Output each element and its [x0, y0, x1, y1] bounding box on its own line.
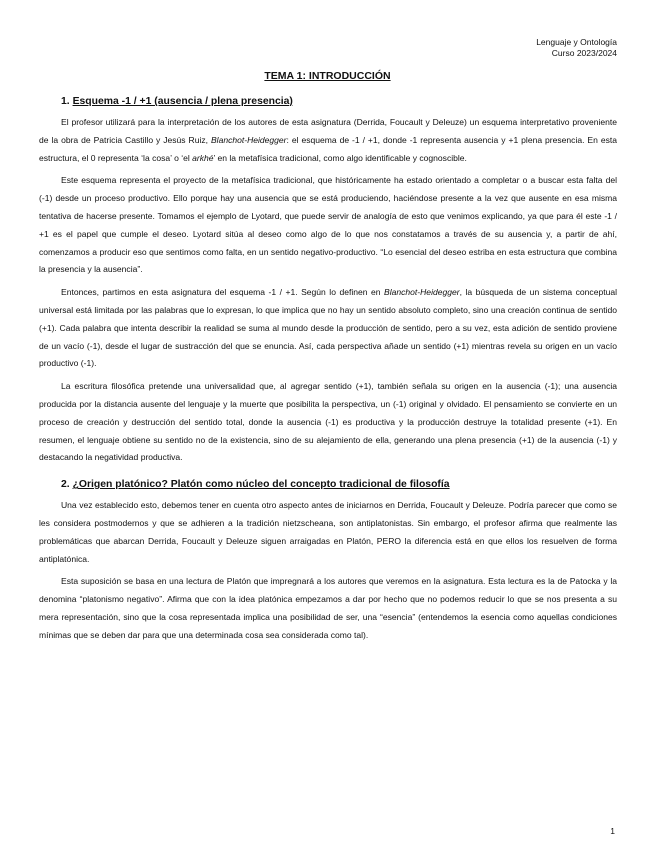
section-2-paragraph-1: Una vez establecido esto, debemos tener en cuenta otro aspecto antes de iniciarnos en Derrida, Foucault y Deleuze. Podría parecer que como se les considera postmodernos y que se adhieren a la tradición nietzscheana, son antiplatonistas. Sin embargo, el profesor afirma que realmente las problemáticas que abarcan Derrida, Foucault y Deleuze siguen arraigadas en Platón, PERO la diferencia está en que ellos los resuelven de forma antiplatónica.: [39, 500, 617, 564]
section-1-paragraph-1: El profesor utilizará para la interpretación de los autores de esta asignatura (Derrida, Foucault y Deleuze) un esquema interpretativo proveniente de la obra de Patricia Castillo y Jesús Ruiz, Blanchot-Heidegger: el esquema de -1 / +1, donde -1 representa ausencia y +1 plena presencia. En esta estructura, el 0 representa ‘la cosa’ o ‘el arkhé’ en la metafísica tradicional, como algo identificable y cognoscible.: [39, 117, 617, 163]
course-year: Curso 2023/2024: [551, 48, 617, 58]
section-2-paragraph-2: Esta suposición se basa en una lectura de Platón que impregnará a los autores que veremos en la asignatura. Esta lectura es la de Patocka y la denomina “platonismo negativo”. Afirma que con la idea platónica empezamos a dar por hecho que no podemos reducir lo que se nos presenta a su mera representación, sino que la cosa representada implica una posibilidad de ser, una “esencia” (entendemos la esencia como aquellas condiciones mínimas que se deben dar para que una determinada cosa sea considerada como tal).: [39, 576, 617, 640]
section-2-title: ¿Origen platónico? Platón como núcleo del concepto tradicional de filosofía: [72, 479, 450, 491]
section-1-paragraph-4: La escritura filosófica pretende una universalidad que, al agregar sentido (+1), también señala su origen en la ausencia (-1); una ausencia producida por la distancia ausente del lenguaje y la muerte que posibilita la perspectiva, un (-1) original y olvidado. El pensamiento se convierte en un proceso de creación y destrucción del sentido total, donde la ausencia (-1) es productiva y la producción destruye la totalidad presente (+1). En resumen, el lenguaje obtiene su sentido no de la existencia, sino de su alejamiento de ella, generando una plena presencia (+1) de la ausencia (-1) y destacando la negatividad productiva.: [39, 381, 617, 463]
section-1-title: Esquema -1 / +1 (ausencia / plena presencia): [72, 96, 293, 107]
section-2-heading: [61, 479, 617, 490]
course-name: Lenguaje y Ontología: [536, 37, 617, 47]
section-1-paragraph-3: Entonces, partimos en esta asignatura del esquema -1 / +1. Según lo definen en Blanchot-Heidegger, la búsqueda de un sistema conceptual universal está limitada por las palabras que lo expresan, lo que implica que no hay un sentido absoluto completo, sino una creación continua de sentido (+1). Cada palabra que intenta describir la realidad se suma al mundo desde la producción de sentido, pero a su vez, esta adición de sentido proviene de un vacío (-1), desde el lugar de sustracción del que se enuncia. Así, cada perspectiva añade un sentido (+1) mientras revela su origen en un vacío productivo (-1).: [39, 287, 617, 369]
page-title: TEMA 1: INTRODUCCIÓN: [264, 70, 391, 82]
section-1-number: 1.: [61, 96, 70, 107]
page-number: 1: [610, 826, 615, 836]
document-header: [536, 37, 617, 59]
document-body: [39, 90, 617, 650]
section-2-number: 2.: [61, 479, 70, 491]
section-1-paragraph-2: Este esquema representa el proyecto de la metafísica tradicional, que históricamente ha estado orientado a completar o a buscar esta falta del (-1) desde un proceso productivo. Ello porque hay una ausencia que se está produciendo, haciéndose presente a la vez que ausente en esa misma tentativa de hacerse presente. Tomamos el ejemplo de Lyotard, que puede servir de analogía de esto que venimos explicando, ya que para él este -1 / +1 es el papel que cumple el deseo. Lyotard sitúa al deseo como algo de lo que nos constatamos a través de su ausencia y, a partir de ahí, comenzamos a producir eso que sentimos como falta, en un sentido negativo-productivo. “Lo esencial del deseo estriba en esta estructura que combina la presencia y la ausencia”.: [39, 175, 617, 275]
section-1-heading: [61, 96, 617, 107]
